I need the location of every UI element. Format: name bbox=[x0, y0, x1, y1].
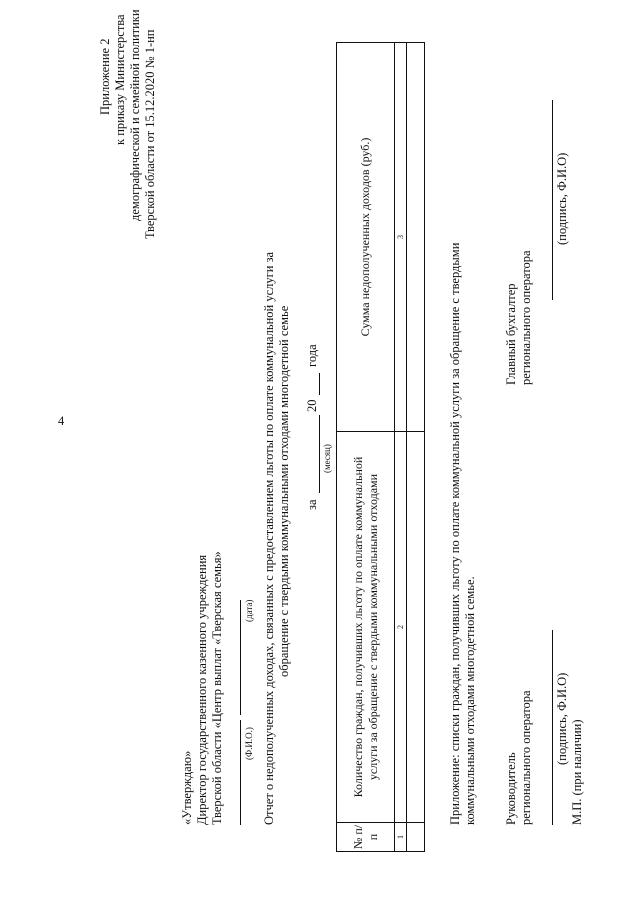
col-header-number: № п/п bbox=[337, 823, 395, 852]
date-signature-line bbox=[240, 600, 241, 715]
accountant-signature-caption: (подпись, Ф.И.О) bbox=[555, 152, 569, 245]
period-suffix: года bbox=[305, 344, 319, 367]
approver-position-1: Директор государственного казенного учреждения bbox=[195, 554, 209, 825]
period-prefix: за bbox=[305, 499, 319, 510]
report-table bbox=[336, 42, 425, 852]
col-number-2: 2 bbox=[395, 432, 407, 823]
year-field-line bbox=[319, 373, 320, 395]
data-cell-sum[interactable] bbox=[407, 43, 425, 432]
col-header-count: Количество граждан, получивших льготу по оплате коммунальной услуги за обращение с твердыми коммунальными отходами bbox=[337, 432, 395, 823]
report-title-line-1: Отчет о недополученных доходах, связанных с предоставлением льготы по оплате коммунальной услуги за bbox=[262, 251, 276, 825]
month-caption: (месяц) bbox=[322, 444, 332, 473]
period-year-prefix: 20 bbox=[305, 399, 319, 412]
date-caption: (дата) bbox=[244, 599, 254, 622]
fio-caption: (Ф.И.О.) bbox=[244, 727, 254, 760]
appendix-line-2: к приказу Министерства bbox=[113, 14, 127, 145]
approver-position-2: Тверской области «Центр выплат «Тверская семья» bbox=[210, 551, 224, 825]
head-title-2: регионального оператора bbox=[519, 690, 533, 825]
accountant-signature-line bbox=[552, 100, 553, 300]
data-cell-count[interactable] bbox=[407, 432, 425, 823]
stamp-note: М.П. (при наличии) bbox=[570, 719, 584, 825]
month-field-line bbox=[319, 415, 320, 493]
col-number-3: 3 bbox=[395, 43, 407, 432]
head-signature-line bbox=[552, 630, 553, 825]
col-number-1: 1 bbox=[395, 823, 407, 852]
approve-stamp: «Утверждаю» bbox=[180, 750, 194, 825]
fio-signature-line bbox=[240, 720, 241, 825]
attachment-line-2: коммунальными отходами многодетной семье. bbox=[463, 576, 477, 825]
accountant-title-2: регионального оператора bbox=[519, 250, 533, 385]
page-number: 4 bbox=[58, 414, 65, 428]
attachment-line-1: Приложение: списки граждан, получивших льготу по оплате коммунальной услуги за обращение с твердыми bbox=[448, 242, 462, 825]
col-header-sum: Сумма недополученных доходов (руб.) bbox=[337, 43, 395, 432]
appendix-line-3: демографической и семейной политики bbox=[128, 9, 142, 221]
appendix-line-4: Тверской области от 15.12.2020 № 1-нп bbox=[143, 29, 157, 239]
accountant-title-1: Главный бухгалтер bbox=[504, 283, 518, 385]
appendix-line-1: Приложение 2 bbox=[98, 38, 112, 115]
head-title-1: Руководитель bbox=[504, 752, 518, 825]
head-signature-caption: (подпись, Ф.И.О) bbox=[555, 672, 569, 765]
report-title-line-2: обращение с твердыми коммунальными отходами многодетной семье bbox=[277, 305, 291, 677]
data-cell-number[interactable] bbox=[407, 823, 425, 852]
